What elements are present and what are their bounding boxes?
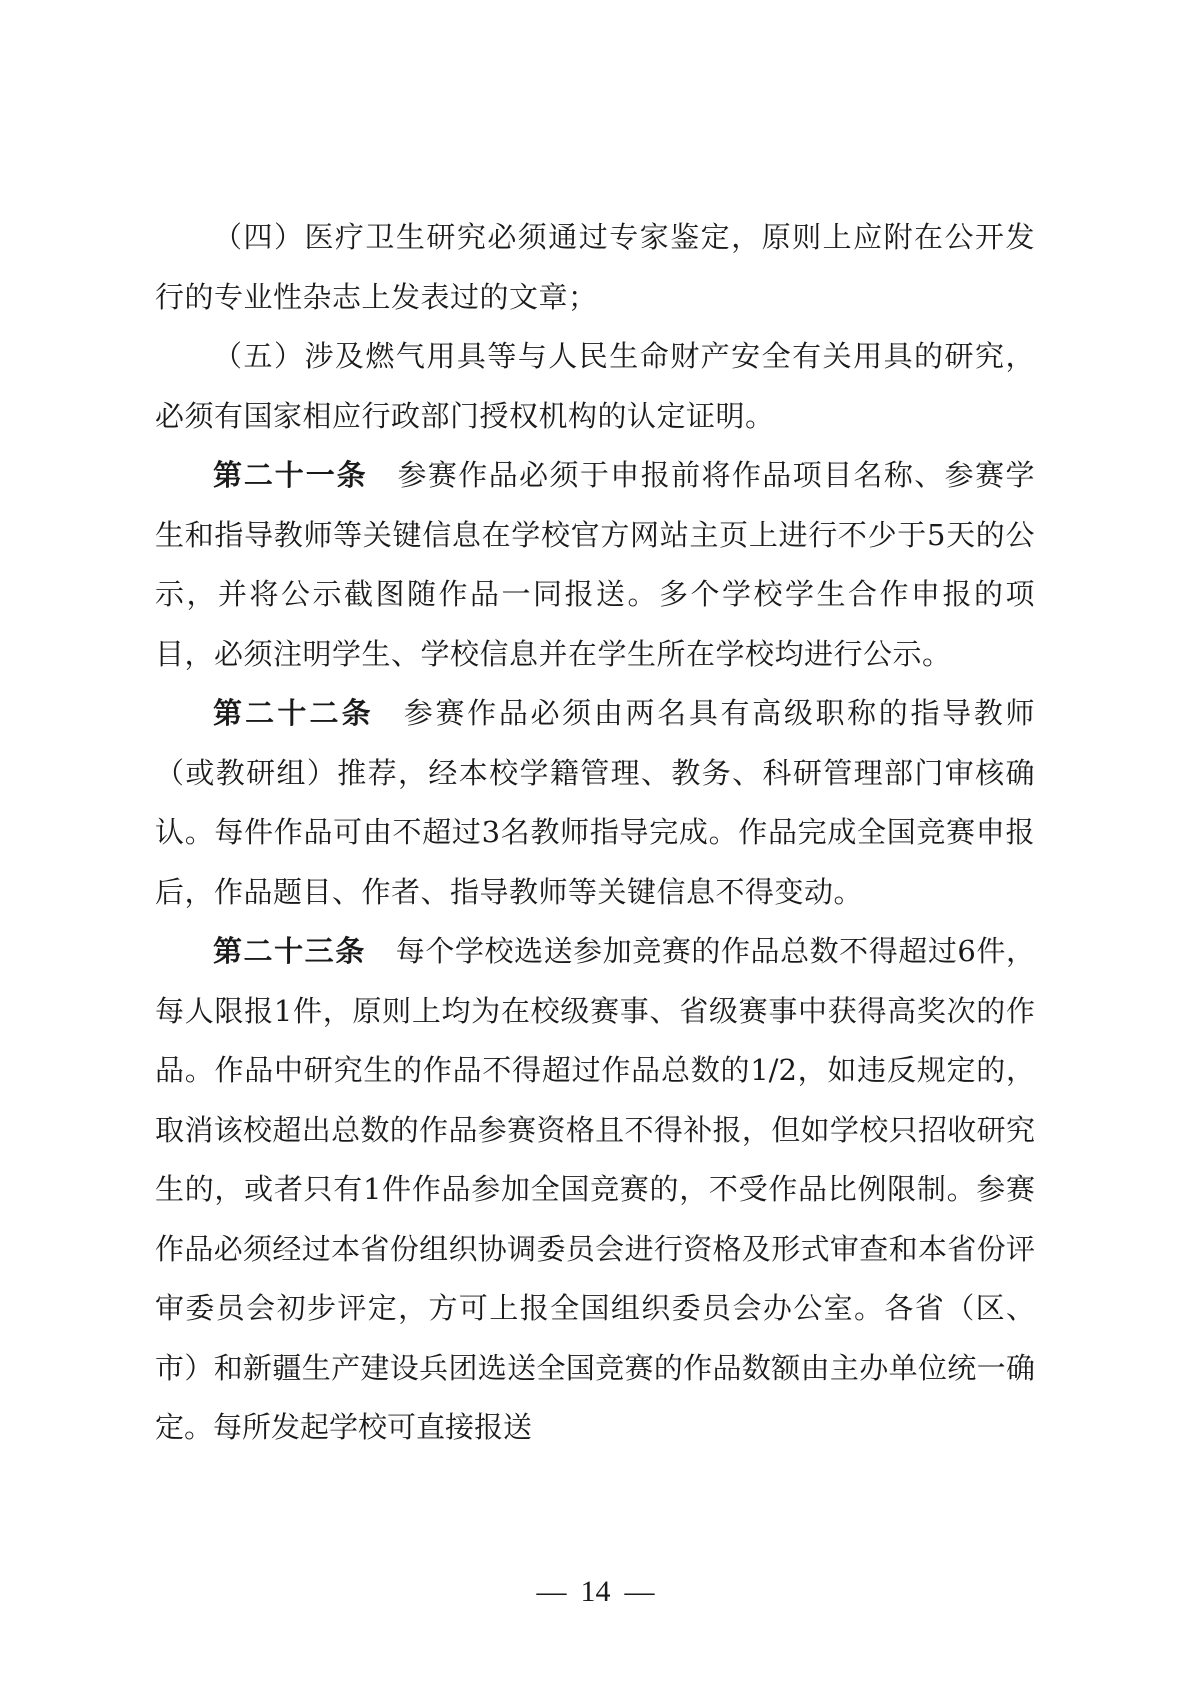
- paragraph-text: （四）医疗卫生研究必须通过专家鉴定，原则上应附在公开发行的专业性杂志上发表过的文章；: [155, 220, 1035, 314]
- article-number: 第二十一条: [213, 458, 368, 492]
- paragraph-text: （五）涉及燃气用具等与人民生命财产安全有关用具的研究，必须有国家相应行政部门授权机构的认定证明。: [155, 339, 1035, 433]
- paragraph-article-21: [155, 446, 1035, 684]
- paragraph-article-23: [155, 922, 1035, 1458]
- document-body: [155, 208, 1035, 1458]
- article-number: 第二十三条: [213, 934, 366, 968]
- paragraph-article-22: [155, 684, 1035, 922]
- page-number: 14: [580, 1575, 611, 1608]
- article-number: 第二十二条: [213, 696, 374, 730]
- footer-dash-left: —: [536, 1575, 567, 1608]
- paragraph-item-5: [155, 327, 1035, 446]
- paragraph-text: 参赛作品必须于申报前将作品项目名称、参赛学生和指导教师等关键信息在学校官方网站主页上进行不少于5天的公示，并将公示截图随作品一同报送。多个学校学生合作申报的项目，必须注明学生、学校信息并在学生所在学校均进行公示。: [155, 458, 1035, 671]
- paragraph-text: 每个学校选送参加竞赛的作品总数不得超过6件，每人限报1件，原则上均为在校级赛事、省级赛事中获得高奖次的作品。作品中研究生的作品不得超过作品总数的1/2，如违反规定的，取消该校超出总数的作品参赛资格且不得补报，但如学校只招收研究生的，或者只有1件作品参加全国竞赛的，不受作品比例限制。参赛作品必须经过本省份组织协调委员会进行资格及形式审查和本省份评审委员会初步评定，方可上报全国组织委员会办公室。各省（区、市）和新疆生产建设兵团选送全国竞赛的作品数额由主办单位统一确定。每所发起学校可直接报送: [155, 934, 1035, 1444]
- paragraph-text: 参赛作品必须由两名具有高级职称的指导教师（或教研组）推荐，经本校学籍管理、教务、科研管理部门审核确认。每件作品可由不超过3名教师指导完成。作品完成全国竞赛申报后，作品题目、作者、指导教师等关键信息不得变动。: [155, 696, 1035, 909]
- paragraph-item-4: [155, 208, 1035, 327]
- footer-dash-right: —: [624, 1575, 655, 1608]
- page-footer: [0, 1574, 1191, 1610]
